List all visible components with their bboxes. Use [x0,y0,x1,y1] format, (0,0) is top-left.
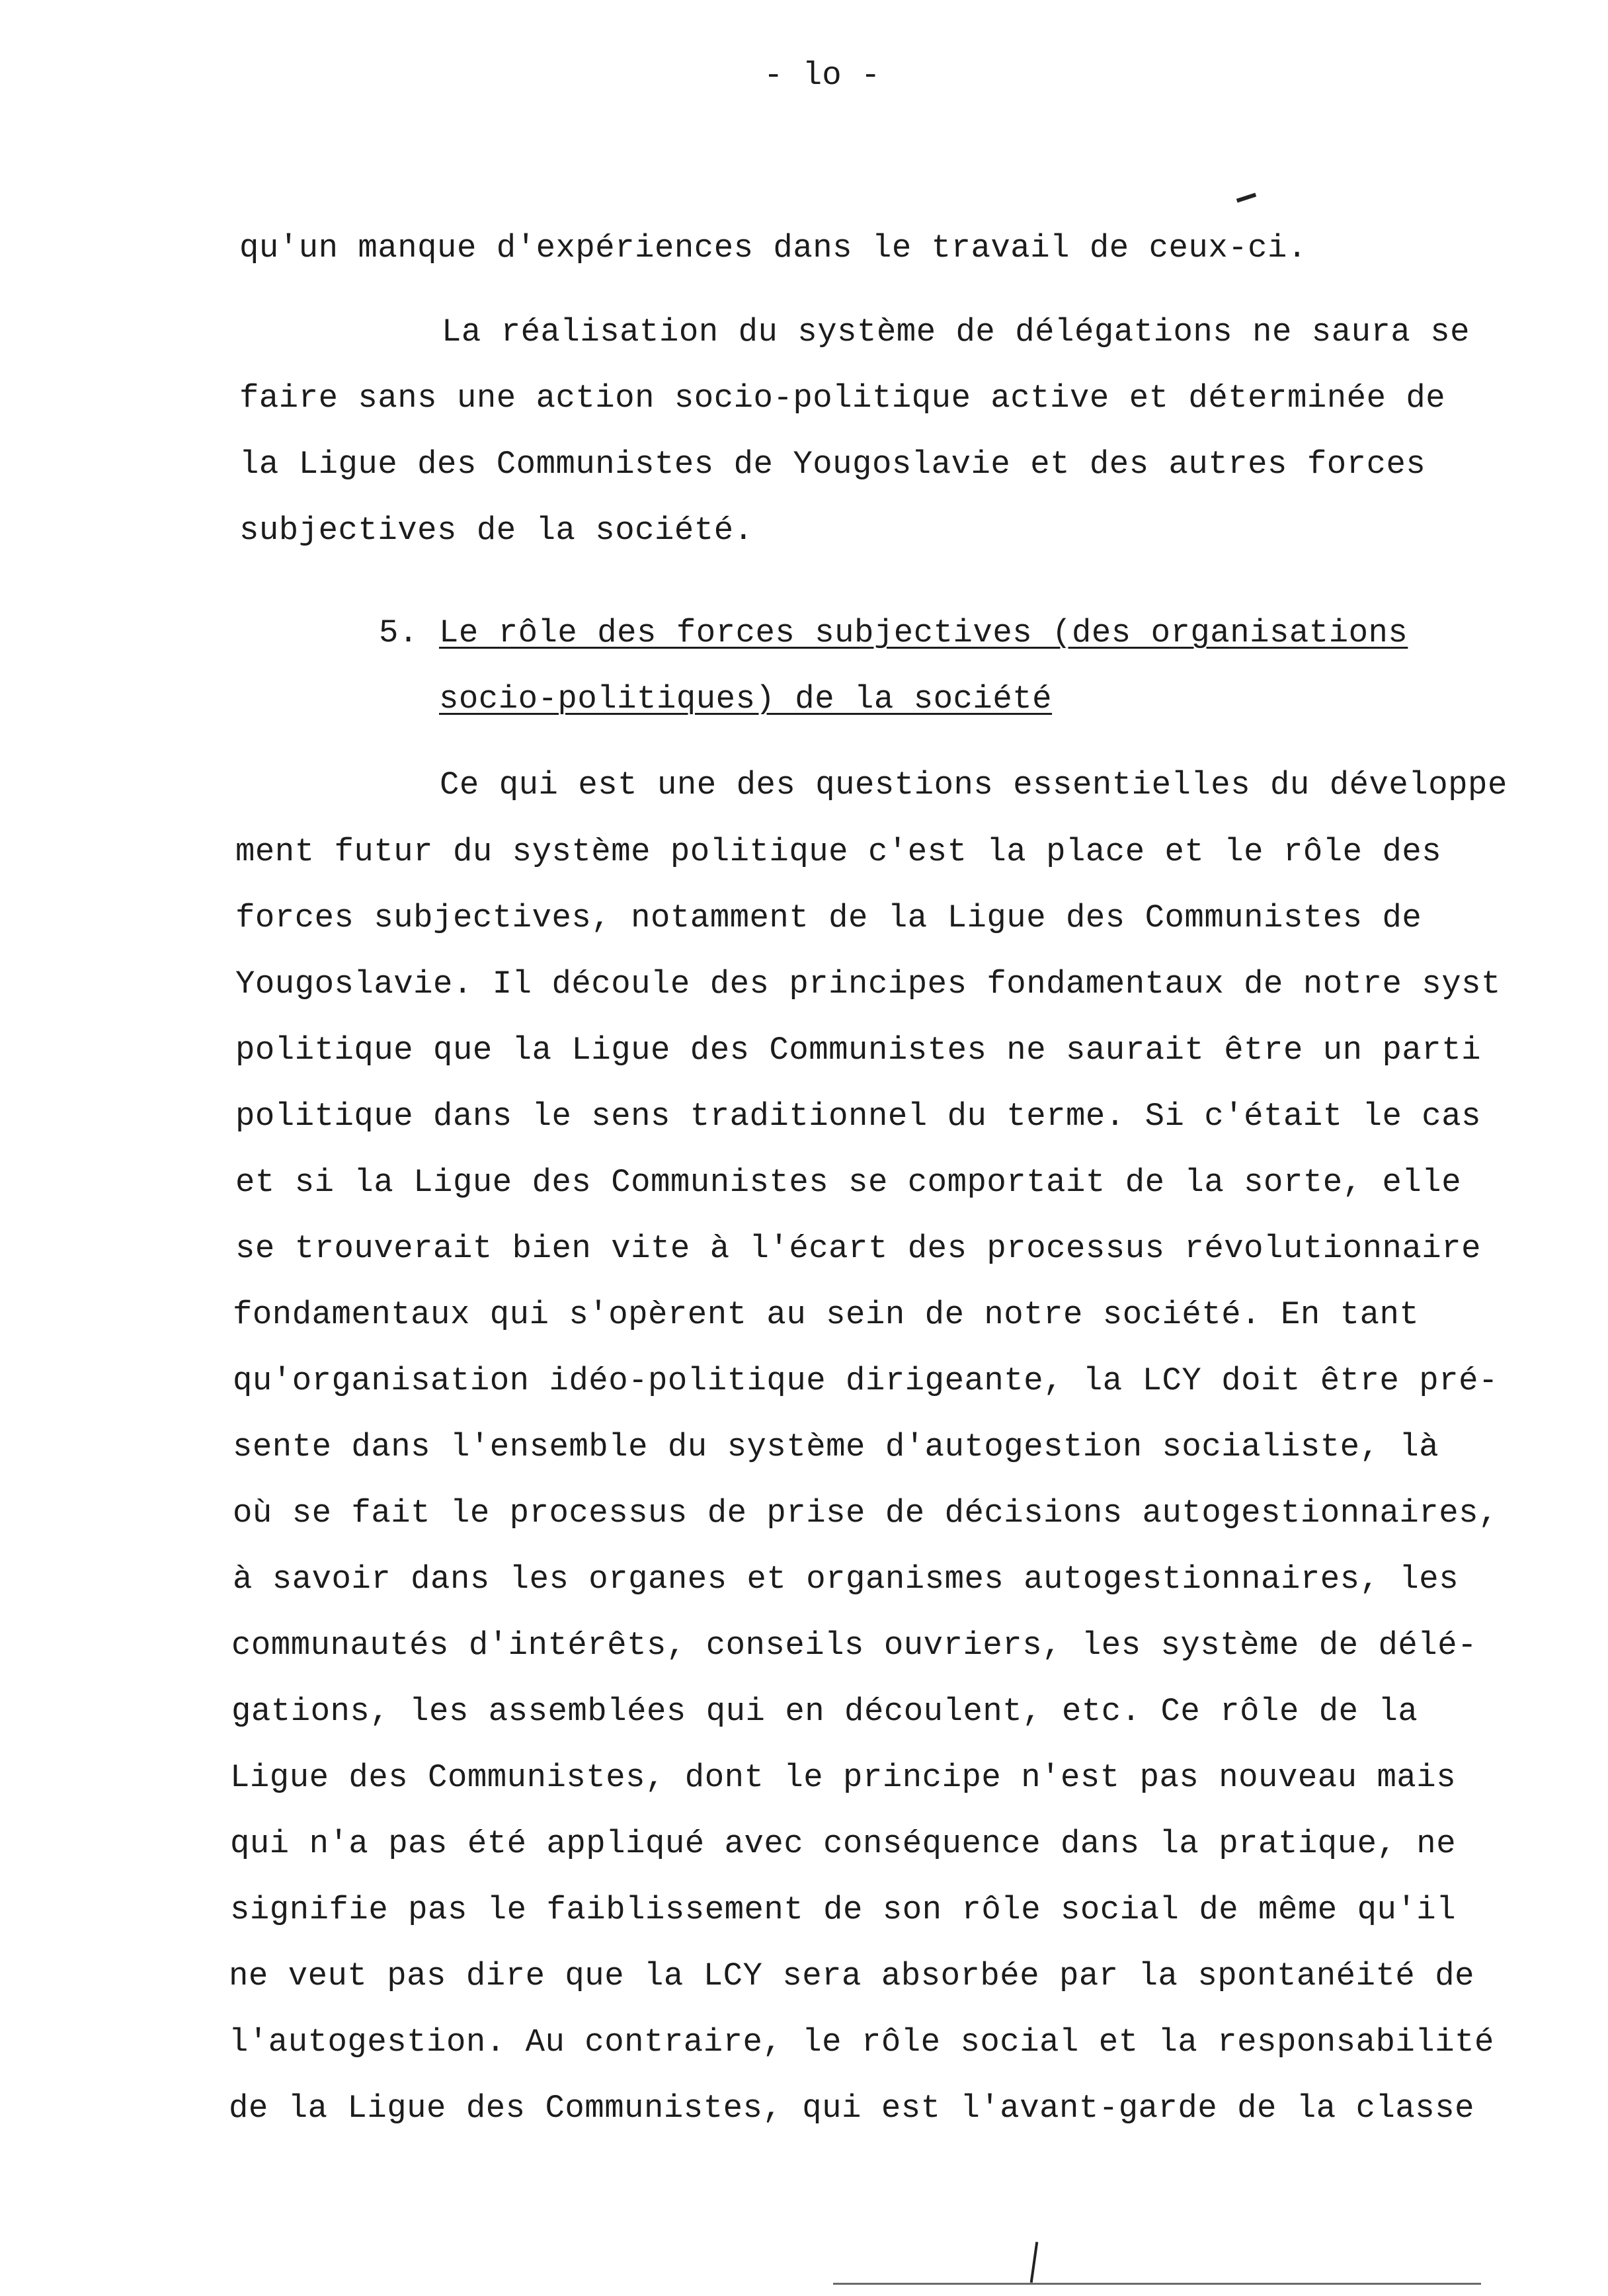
text-line: Yougoslavie. Il découle des principes fondamentaux de notre syst [235,965,1501,1003]
text-line: sente dans l'ensemble du système d'autogestion socialiste, là [233,1428,1439,1465]
text-line: où se fait le processus de prise de décisions autogestionnaires, [233,1495,1498,1532]
bottom-rule [833,2283,1481,2285]
text-line: forces subjectives, notamment de la Ligue des Communistes de [235,899,1422,936]
text-line: signifie pas le faiblissement de son rôle social de même qu'il [230,1891,1457,1928]
text-line: Ligue des Communistes, dont le principe n'est pas nouveau mais [230,1759,1457,1796]
text-line: se trouverait bien vite à l'écart des processus révolutionnaire [235,1230,1482,1267]
text-line: qui n'a pas été appliqué avec conséquence dans la pratique, ne [230,1825,1457,1862]
text-line: la Ligue des Communistes de Yougoslavie et des autres forces [239,446,1426,483]
text-line: l'autogestion. Au contraire, le rôle social et la responsabilité [229,2024,1494,2061]
text-line: politique dans le sens traditionnel du terme. Si c'était le cas [235,1098,1482,1135]
text-line: faire sans une action socio-politique active et déterminée de [239,380,1446,417]
text-line: et si la Ligue des Communistes se comportait de la sorte, elle [235,1164,1462,1201]
section-number: 5. [379,614,419,651]
text-line: à savoir dans les organes et organismes autogestionnaires, les [233,1561,1459,1598]
text-line: de la Ligue des Communistes, qui est l'avant-garde de la classe [229,2090,1475,2127]
section-heading-line-2: socio-politiques) de la société [439,680,1053,718]
stray-mark [1236,193,1256,203]
page-number: - lo - [764,57,881,94]
text-line: La réalisation du système de délégations ne saura se [442,313,1470,350]
pen-mark [1030,2242,1039,2283]
text-line: Ce qui est une des questions essentielles du développe [440,766,1508,803]
text-line: ne veut pas dire que la LCY sera absorbée par la spontanéité de [229,1957,1475,1994]
text-line: qu'organisation idéo-politique dirigeante, la LCY doit être pré- [233,1362,1498,1399]
text-line: politique que la Ligue des Communistes ne saurait être un parti [235,1032,1482,1069]
text-line: gations, les assemblées qui en découlent, etc. Ce rôle de la [231,1693,1418,1730]
text-line: ment futur du système politique c'est la place et le rôle des [235,833,1442,870]
text-line: fondamentaux qui s'opèrent au sein de notre société. En tant [233,1296,1420,1333]
text-line: communautés d'intérêts, conseils ouvriers, les système de délé- [231,1627,1478,1664]
text-line: subjectives de la société. [239,512,754,549]
section-heading-line-1: Le rôle des forces subjectives (des organisations [439,614,1408,651]
text-line: qu'un manque d'expériences dans le travail de ceux-ci. [239,229,1307,266]
